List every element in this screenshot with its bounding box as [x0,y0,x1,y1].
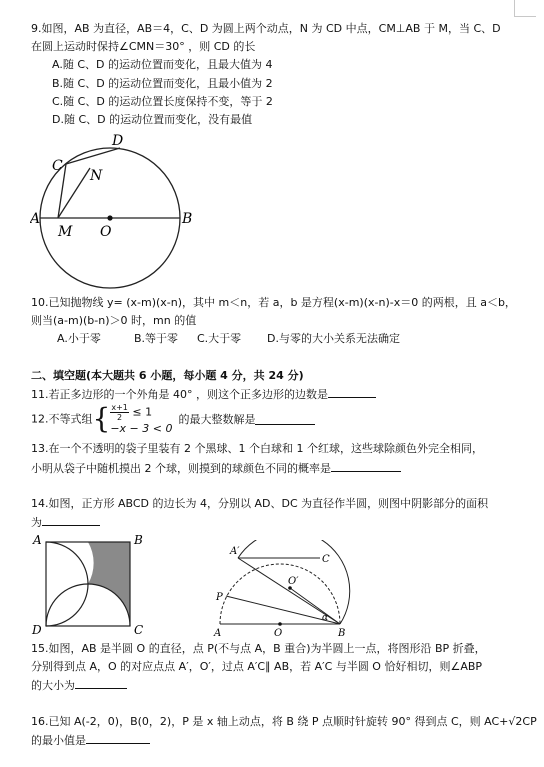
q12-ineq1-rest: ≤ 1 [132,405,153,419]
label-alpha: α [322,613,329,623]
label-c: C [52,158,63,174]
q15-answer-blank[interactable] [75,677,127,689]
label-n: N [90,168,103,184]
label-b: B [134,533,143,547]
label-b: B [182,211,193,227]
label-a: A [33,533,42,547]
label-o1: O′ [288,576,299,587]
q12-ineq2: −x − 3 < 0 [110,422,173,435]
q9-option-d: D.随 C、D 的运动位置而变化，没有最值 [52,113,253,126]
q15-line2: 分别得到点 A，O 的对应点点 A′，O′，过点 A′C∥ AB，若 A′C 与半圆 O 恰好相切，则∠ABP [31,660,483,673]
q13-answer-blank[interactable] [331,460,401,472]
label-c: C [322,554,330,565]
q9-option-b: B.随 C、D 的运动位置而变化，且最小值为 2 [52,77,273,90]
segment-o1b [290,588,340,624]
q9-line2: 在圆上运动时保持∠CMN＝30° ，则 CD 的长 [31,40,256,53]
label-a: A [214,628,222,639]
label-a1: A′ [230,546,240,557]
center-point [107,215,112,220]
q16-answer-blank[interactable] [86,732,150,744]
q10-option-a: A.小于零 [57,332,101,345]
q9-circle-figure [30,130,200,290]
label-o: O [100,224,112,240]
label-d: D [32,623,42,637]
label-p: P [216,592,223,603]
q14-line1: 14.如图，正方形 ABCD 的边长为 4，分别以 AD、DC 为直径作半圆，则图中阴影部分的面积 [31,497,489,510]
label-a: A [30,211,41,227]
q16-line1: 16.已知 A(-2，0)，B(0，2)，P 是 x 轴上动点，将 B 绕 P 点顺时针旋转 90° 得到点 C，则 AC+√2CP [31,715,537,728]
label-b: B [338,628,346,639]
q9-option-c: C.随 C、D 的运动位置长度保持不变，等于 2 [52,95,273,108]
label-m: M [58,224,73,240]
label-o: O [274,628,283,639]
q11 [31,386,376,402]
segment-mn [58,168,90,218]
section2-title: 二、填空题(本大题共 6 小题，每小题 4 分，共 24 分) [31,369,304,382]
q12-fraction: $\frac{x+1}{2}$ [111,403,128,422]
q12 [31,403,315,435]
q13-line2: 小明从袋子中随机摸出 2 个球，则摸到的球颜色不同的概率是 [31,462,331,475]
label-c: C [134,623,144,637]
q9-line1: 9.如图，AB 为直径，AB＝4，C、D 为圆上两个动点，N 为 CD 中点，CM⊥AB 于 M，当 C、D [31,22,501,35]
q12-inequality-system [110,403,172,435]
page-corner-guide [514,0,515,16]
q15-line3: 的大小为 [31,679,75,692]
q11-answer-blank[interactable] [328,386,376,398]
label-d: D [112,133,124,149]
q15-line3-wrap [31,677,127,693]
q15-line1: 15.如图，AB 是半圆 O 的直径，点 P(不与点 A，B 重合)为半圆上一点，将图形沿 BP 折叠， [31,642,486,655]
q14-line2-wrap [31,514,100,530]
q12-brace: { [92,402,111,435]
q14-answer-blank[interactable] [42,514,100,526]
q16-line2: 的最小值是 [31,734,86,747]
q10-line1: 10.已知抛物线 y= (x-m)(x-n)，其中 m＜n，若 a，b 是方程(x-m)(x-n)-x＝0 的两根，且 a＜b， [31,296,516,309]
q13-line1: 13.在一个不透明的袋子里装有 2 个黑球、1 个白球和 1 个红球，这些球除颜色外完全相同， [31,442,483,455]
q11-text: 11.若正多边形的一个外角是 40° ，则这个正多边形的边数是 [31,388,328,401]
q13-line2-wrap [31,460,401,476]
q10-option-b: B.等于零 [134,332,179,345]
q14-square-figure [28,530,156,640]
page-corner-guide [514,16,536,17]
q10-option-c: C.大于零 [197,332,242,345]
q15-fold-figure [208,540,358,640]
q10-option-d: D.与零的大小关系无法确定 [267,332,400,345]
q12-suffix: 的最大整数解是 [178,412,256,426]
q14-line2: 为 [31,516,42,529]
q10-line2: 则当(a-m)(b-n)＞0 时，mn 的值 [31,314,197,327]
q12-answer-blank[interactable] [255,413,315,425]
point-o [278,622,282,626]
q9-option-a: A.随 C、D 的运动位置而变化，且最大值为 4 [52,58,273,71]
q12-prefix: 12.不等式组 [31,412,93,426]
q16-line2-wrap [31,732,150,748]
